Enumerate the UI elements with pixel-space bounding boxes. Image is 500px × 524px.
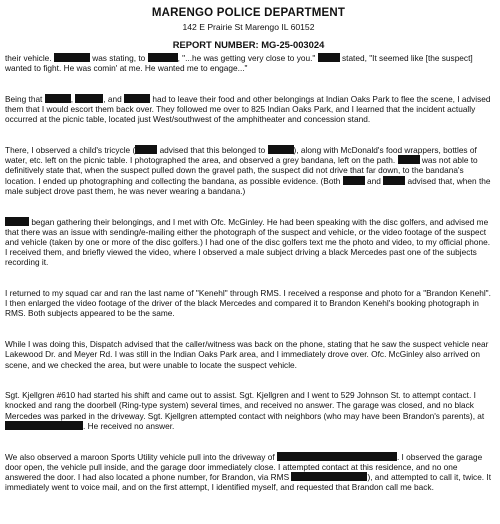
text-segment: ), and attempted to call it, twice. It immediately went to voice mail, and on the first attempt, I identified myself, and requested that Brandon call me back. [5, 471, 492, 493]
redaction-bar [75, 94, 103, 103]
redaction-bar [5, 421, 83, 430]
redaction-bar [318, 53, 340, 62]
redaction-bar [148, 53, 178, 62]
redaction-bar [383, 176, 405, 185]
text-segment: , "...he was getting very close to you." [177, 53, 316, 63]
report-body [5, 53, 492, 492]
redaction-bar [343, 176, 365, 185]
redaction-bar [268, 145, 294, 154]
paragraph-8 [5, 452, 492, 493]
text-segment: stated, "It seemed like [the suspect] wanted to fight. He was comin' at me. He wanted me to engage..." [5, 53, 473, 74]
redaction-bar [54, 53, 90, 62]
text-segment: their vehicle. [5, 53, 52, 63]
text-segment: , [70, 93, 73, 104]
redaction-bar [291, 472, 367, 481]
text-segment: . I observed the garage door open, the vehicle pull inside, and the garage door immediately close. I attempted contact at this residence, and no one answered the door. I had also located a phone number, for Brandon, via RMS [5, 451, 483, 482]
paragraph-5: I returned to my squad car and ran the last name of "Kenehl" through RMS. I received a response and photo for a "Brandon Kenehl". I then enlarged the video footage of the driver of the black Mercedes and compared it to Brandon Kenehl's booking photograph in RMS. Both subjects appeared to be the same. [5, 288, 491, 319]
text-segment: . He received no answer. [83, 420, 175, 431]
paragraph-1 [5, 53, 492, 73]
text-segment: We also observed a maroon Sports Utility vehicle pull into the driveway of [5, 451, 275, 462]
text-segment: Being that [5, 93, 43, 104]
text-segment: and [366, 175, 381, 186]
redaction-bar [277, 452, 397, 461]
redaction-bar [135, 145, 157, 154]
report-number: REPORT NUMBER: MG-25-003024 [172, 39, 325, 50]
text-segment: advised that this belonged to [159, 145, 266, 156]
text-segment: was not able to definitively state that, when the suspect pulled down the gravel path, the suspect did not drive that far down, to the bandana's location. I ended up photographing and collecting the bandana, as possible evidence. (Both [5, 155, 478, 186]
report-header [5, 7, 492, 50]
paragraph-6: While I was doing this, Dispatch advised that the caller/witness was back on the phone, stating that he saw the suspect vehicle near Lakewood Dr. and Meyer Rd. I was still in the Indian Oaks Park area, and I immediately drove over. Ofc. McGinley also arrived on scene, and we checked the area, but were unable to locate the suspect vehicle. [5, 339, 489, 370]
text-segment: began gathering their belongings, and I met with Ofc. McGinley. He had been speaking with the disc golfers, and advised me that there was an issue with sending/e-mailing either the photograph of the suspect and vehicle, or the video footage of the suspect and vehicle (taken by one or more of the disc golfers.) I had one of the disc golfers text me the photo and video, to my official phone. I received them, and briefly viewed the video, where I observed a male subject driving a black Mercedes past one of the subjects recording it. [5, 216, 491, 268]
text-segment: , and [103, 93, 122, 104]
text-segment: advised that, when the male subject drove past them, he was never wearing a bandana.) [5, 175, 491, 196]
department-address: 142 E Prairie St Marengo IL 60152 [182, 22, 315, 32]
text-segment: Sgt. Kjellgren #610 had started his shift and came out to assist. Sgt. Kjellgren and I went to 529 Johnson St. to attempt contact. I knocked and rang the doorbell (Ring-type system) several times, and received no answer. The garage was closed, and no black Mercedes was parked in the driveway. Sgt. Kjellgren attempted contact with neighbors (who may have been Brandon's parents), at [5, 390, 485, 421]
paragraph-4 [5, 217, 492, 268]
redaction-bar [398, 155, 420, 164]
department-name: MARENGO POLICE DEPARTMENT [151, 7, 346, 19]
paragraph-3 [5, 145, 492, 196]
text-segment: had to leave their food and other belongings at Indian Oaks Park to flee the scene, I advised them that I would escort them back over. They followed me over to 825 Indian Oaks Park, and I learned that the incident actually occurred at the picnic table, located just West/southwest of the amphitheater and concession stand. [5, 93, 491, 125]
redaction-bar [124, 94, 150, 103]
paragraph-7 [5, 390, 492, 431]
redaction-bar [5, 217, 29, 226]
text-segment: was stating, to [92, 53, 146, 63]
paragraph-2 [5, 94, 492, 125]
text-segment: There, I observed a child's tricycle ( [5, 145, 136, 156]
text-segment: ), along with McDonald's food wrappers, bottles of water, etc. left on the picnic table. I photographed the area, and observed a grey bandana, left on the path. [5, 145, 477, 166]
redaction-bar [45, 94, 71, 103]
